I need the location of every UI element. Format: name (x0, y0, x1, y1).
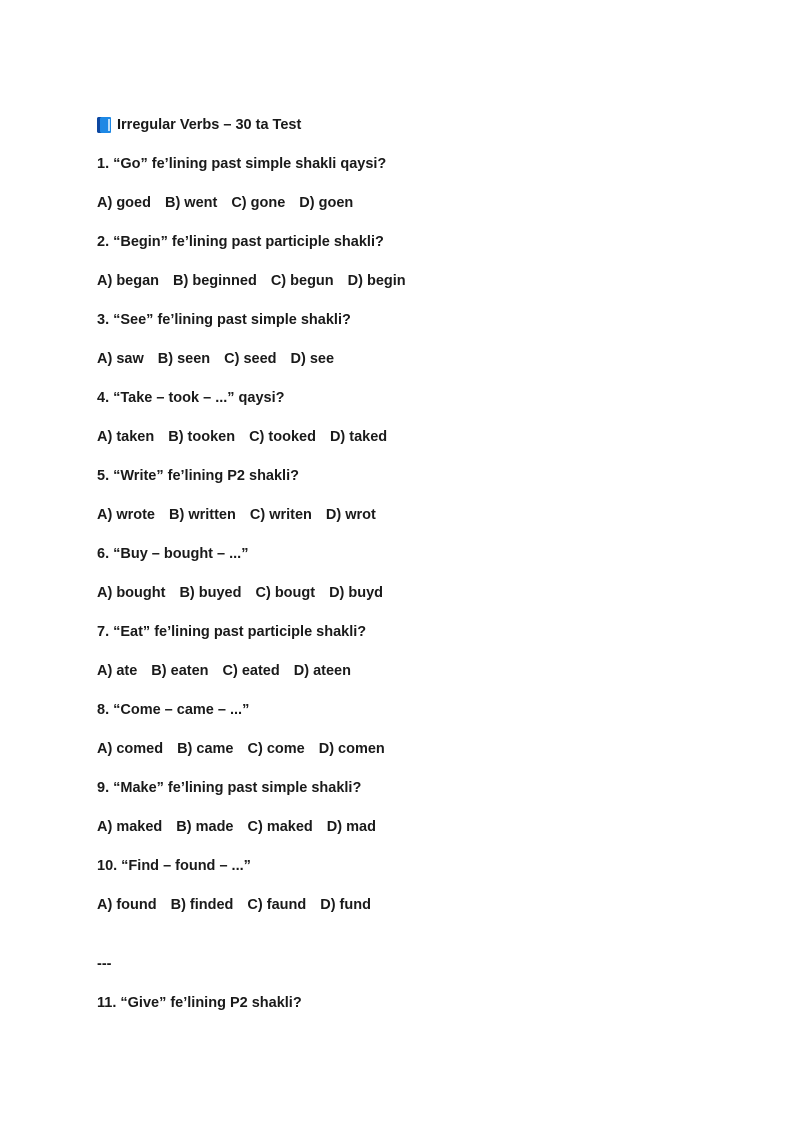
option-b: B) written (169, 507, 236, 523)
option-d: D) goen (299, 195, 354, 211)
option-a: A) saw (97, 351, 144, 367)
spacer (97, 934, 757, 954)
question-8: 8. “Come – came – ...” (97, 702, 250, 718)
option-a: A) goed (97, 195, 151, 211)
options-row (97, 895, 757, 915)
question-1: 1. “Go” fe’lining past simple shakli qaysi? (97, 156, 387, 172)
question-5: 5. “Write” fe’lining P2 shakli? (97, 468, 299, 484)
option-a: A) began (97, 273, 160, 289)
option-b: B) eaten (151, 663, 209, 679)
document-title: Irregular Verbs – 30 ta Test (117, 117, 302, 133)
option-a: A) bought (97, 585, 166, 601)
option-d: D) ateen (293, 663, 351, 679)
option-b: B) beginned (173, 273, 257, 289)
option-c: C) faund (247, 897, 307, 913)
options-row (97, 739, 757, 759)
question-9: 9. “Make” fe’lining past simple shakli? (97, 780, 362, 796)
option-c: C) writen (249, 507, 312, 523)
options-row (97, 349, 757, 369)
option-b: B) went (164, 195, 218, 211)
separator: --- (97, 956, 112, 972)
question-list (97, 154, 757, 915)
option-b: B) came (177, 741, 234, 757)
options-row (97, 271, 757, 291)
option-d: D) taked (329, 429, 388, 445)
option-d: D) mad (326, 819, 376, 835)
question-6: 6. “Buy – bought – ...” (97, 546, 249, 562)
question-2: 2. “Begin” fe’lining past participle shakli? (97, 234, 384, 250)
option-c: C) begun (270, 273, 334, 289)
option-b: B) tooken (168, 429, 236, 445)
question-10: 10. “Find – found – ...” (97, 858, 251, 874)
question-11: 11. “Give” fe’lining P2 shakli? (97, 995, 302, 1011)
option-d: D) buyd (329, 585, 384, 601)
blue-book-icon (97, 117, 111, 133)
question-3: 3. “See” fe’lining past simple shakli? (97, 312, 351, 328)
option-d: D) fund (320, 897, 371, 913)
question-4: 4. “Take – took – ...” qaysi? (97, 390, 285, 406)
option-b: B) made (176, 819, 234, 835)
option-a: A) maked (97, 819, 163, 835)
document-title-row (97, 115, 757, 135)
document-page (97, 115, 757, 1032)
option-a: A) ate (97, 663, 138, 679)
option-b: B) finded (170, 897, 234, 913)
option-d: D) begin (347, 273, 406, 289)
options-row (97, 427, 757, 447)
option-c: C) seed (224, 351, 277, 367)
option-c: C) bougt (255, 585, 316, 601)
options-row (97, 193, 757, 213)
option-a: A) wrote (97, 507, 155, 523)
option-d: D) comen (318, 741, 385, 757)
options-row (97, 583, 757, 603)
option-c: C) eated (222, 663, 280, 679)
option-d: D) see (290, 351, 335, 367)
question-7: 7. “Eat” fe’lining past participle shakli? (97, 624, 367, 640)
option-c: C) come (247, 741, 305, 757)
options-row (97, 817, 757, 837)
option-c: C) gone (231, 195, 286, 211)
option-b: B) buyed (179, 585, 242, 601)
option-c: C) maked (247, 819, 313, 835)
option-d: D) wrot (325, 507, 376, 523)
option-a: A) taken (97, 429, 155, 445)
option-a: A) found (97, 897, 157, 913)
option-b: B) seen (157, 351, 211, 367)
options-row (97, 661, 757, 681)
option-a: A) comed (97, 741, 164, 757)
option-c: C) tooked (249, 429, 316, 445)
options-row (97, 505, 757, 525)
